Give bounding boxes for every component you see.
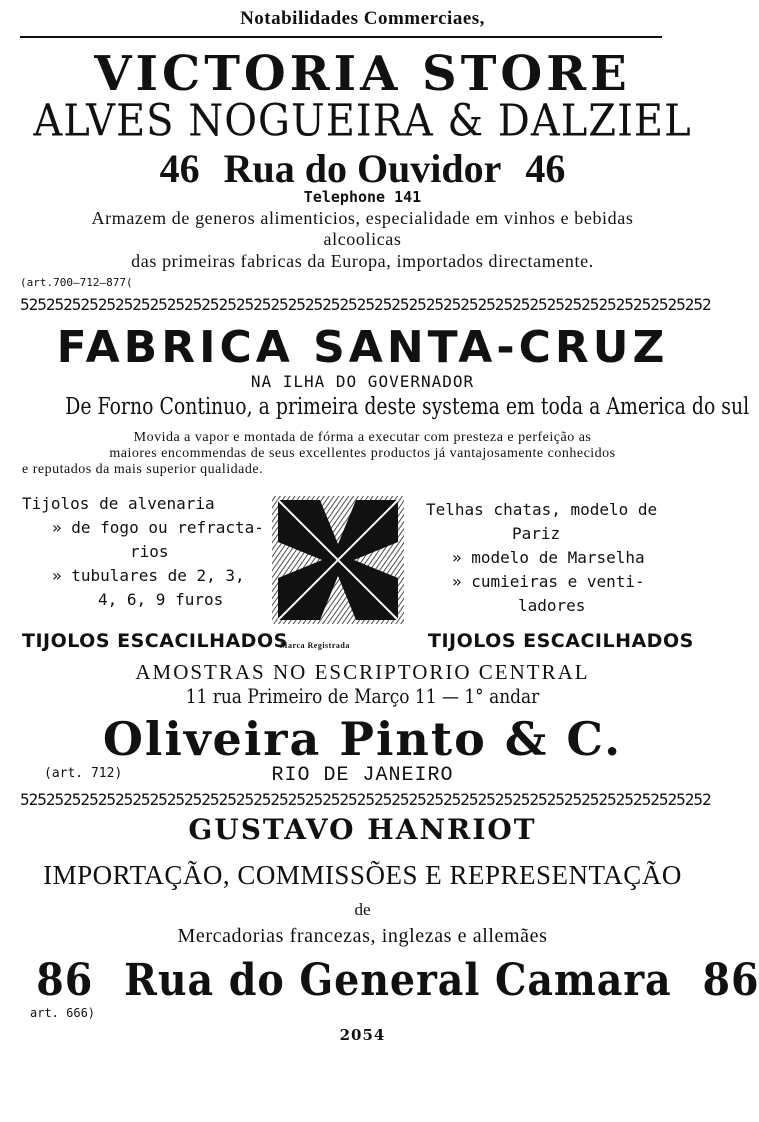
- left-list-item: » de fogo ou refracta-: [52, 518, 264, 537]
- de-line: de: [354, 900, 371, 919]
- left-list-item: 4, 6, 9 furos: [98, 590, 224, 609]
- left-list-item: » tubulares de 2, 3,: [52, 566, 245, 585]
- address-number-left: 46: [159, 146, 200, 191]
- ornamental-border: 52525252525252525252525252525252525252525252525252525252525252525252525252525252: [20, 295, 711, 314]
- importacao-line: IMPORTAÇÃO, COMMISSÕES E REPRESENTAÇÃO: [43, 860, 682, 890]
- fabrica-motto: De Forno Continuo, a primeira deste systema em toda a America do sul: [65, 394, 750, 420]
- right-list-item: Pariz: [512, 524, 561, 543]
- ornamental-border: 52525252525252525252525252525252525252525252525252525252525252525252525252525252: [20, 790, 711, 809]
- right-list-item: ladores: [518, 596, 586, 615]
- victoria-description-line1: Armazem de generos alimenticios, especialidade em vinhos e bebidas: [91, 208, 634, 228]
- header-rule: [20, 36, 662, 38]
- marca-registrada-label: Marca Registrada: [280, 641, 350, 650]
- victoria-description-line2: alcoolicas: [323, 229, 402, 249]
- left-list-item: Tijolos de alvenaria: [22, 494, 215, 513]
- tijolos-escacilhados-left: TIJOLOS ESCACILHADOS: [22, 630, 288, 652]
- rua-primeiro-address: 11 rua Primeiro de Março 11 — 1° andar: [185, 684, 540, 708]
- address-number-right: 86: [702, 955, 759, 1006]
- victoria-store-title: VICTORIA STORE: [94, 46, 631, 102]
- right-list-item: » modelo de Marselha: [452, 548, 645, 567]
- fabrica-subtitle: NA ILHA DO GOVERNADOR: [250, 372, 475, 391]
- victoria-art-reference: (art.700—712—877(: [20, 276, 133, 289]
- gustavo-art-reference: art. 666): [30, 1006, 96, 1020]
- fabrica-title: FABRICA SANTA-CRUZ: [56, 322, 669, 373]
- tijolos-escacilhados-right: TIJOLOS ESCACILHADOS: [428, 630, 694, 652]
- left-list-item: rios: [130, 542, 169, 561]
- fabrica-description-line2: maiores encommendas de seus excellentes productos já vantajosamente conhecidos: [109, 446, 616, 461]
- gustavo-hanriot-title: GUSTAVO HANRIOT: [188, 813, 537, 846]
- right-list-item: Telhas chatas, modelo de: [426, 500, 658, 519]
- page-number: 2054: [339, 1026, 386, 1044]
- fabrica-art-reference: (art. 712): [44, 766, 123, 781]
- page-header: Notabilidades Commerciaes,: [240, 8, 485, 29]
- right-list-item: » cumieiras e venti-: [452, 572, 645, 591]
- amostras-line: AMOSTRAS NO ESCRIPTORIO CENTRAL: [135, 660, 590, 684]
- address-street: Rua do Ouvidor: [223, 146, 502, 191]
- victoria-description-line3: das primeiras fabricas da Europa, importados directamente.: [131, 251, 594, 271]
- maltese-cross-trademark-icon: [268, 492, 408, 628]
- fabrica-description-line1: Movida a vapor e montada de fórma a executar com presteza e perfeição as: [133, 430, 592, 445]
- address-street: Rua do General Camara: [124, 955, 672, 1006]
- fabrica-description-line3: e reputados da mais superior qualidade.: [22, 462, 264, 477]
- address-number-left: 86: [36, 955, 94, 1006]
- victoria-firm-name: ALVES NOGUEIRA & DALZIEL: [33, 95, 692, 147]
- victoria-telephone: Telephone 141: [303, 188, 422, 206]
- oliveira-pinto-name: Oliveira Pinto & C.: [102, 712, 623, 766]
- general-camara-address: [36, 955, 759, 1006]
- mercadorias-line: Mercadorias francezas, inglezas e allemães: [177, 925, 548, 947]
- address-number-right: 46: [525, 146, 566, 191]
- rio-de-janeiro: RIO DE JANEIRO: [271, 764, 454, 787]
- victoria-address: [0, 145, 725, 192]
